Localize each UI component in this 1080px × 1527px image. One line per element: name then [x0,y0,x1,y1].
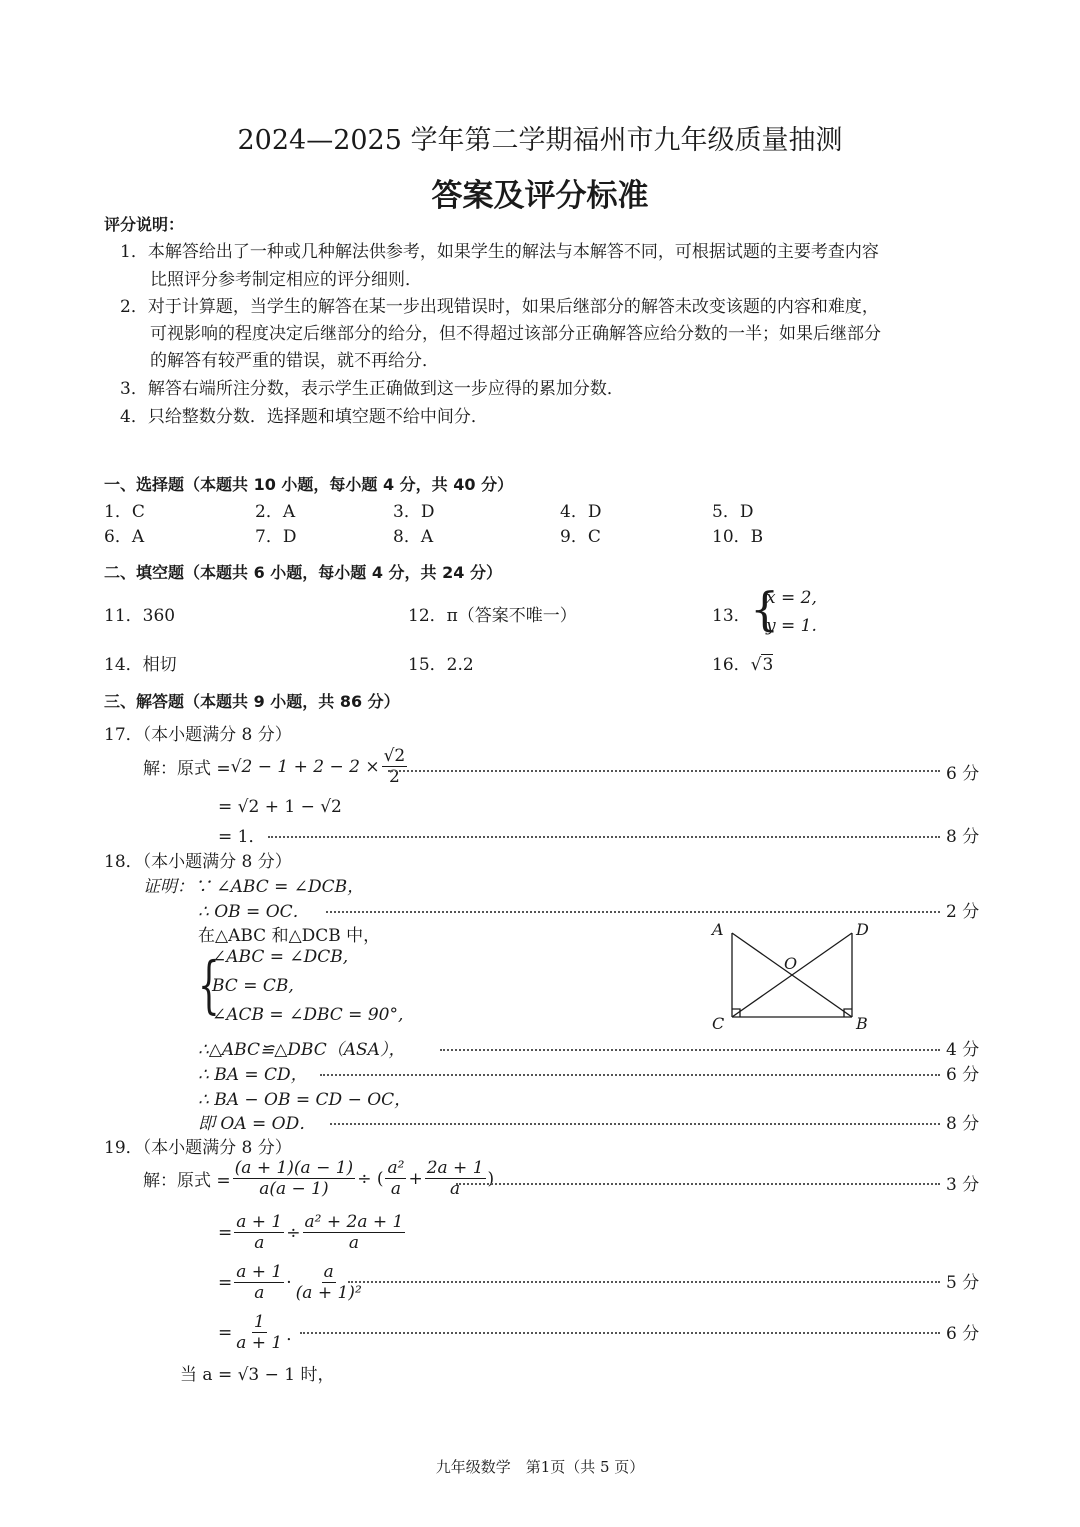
fraction-numerator: 2a + 1 [426,1158,484,1178]
q19-step2 [218,1212,407,1253]
q18-sys3: ∠ACB = ∠DBC = 90°, [212,1005,404,1025]
q18-score-2: 2 分 [946,902,980,922]
q18-step6: ∴ BA − OB = CD − OC， [198,1090,412,1110]
note-number: 4． [120,407,148,427]
q19-score-3: 3 分 [946,1175,980,1195]
fraction-numerator: a [323,1262,334,1282]
answer-15: 15．2.2 [408,655,474,675]
q17-score-8: 8 分 [946,827,980,847]
answer-4: 4．D [560,502,602,522]
note-text: 解答右端所注分数，表示学生正确做到这一步应得的累加分数． [147,379,624,399]
q17-score-6: 6 分 [946,764,980,784]
q18-score-8: 8 分 [946,1114,980,1134]
q19-fraction-6 [234,1262,284,1303]
q19-step4 [218,1312,303,1353]
brace-icon: { [198,948,220,1021]
q19-fraction-4 [234,1212,284,1253]
note-1 [120,238,879,266]
multiply-dot: · [286,1272,292,1293]
note-text: 只给整数分数．选择题和填空题不给中间分． [147,407,488,427]
point-c-label: C [712,1014,725,1033]
plus-sign: + [408,1168,423,1189]
fraction-denominator: a(a − 1) [259,1179,329,1199]
answer-16-value: 3 [762,655,774,675]
answer-1: 1．C [104,502,145,522]
dotted-leader [348,1281,940,1283]
geometry-figure [700,915,890,1040]
dotted-leader [326,911,940,913]
answer-10: 10．B [712,527,764,547]
fraction-denominator: a [450,1179,461,1199]
answer-key-subtitle: 答案及评分标准 [431,178,649,214]
note-3 [120,375,624,403]
dotted-leader [388,770,940,772]
answer-14: 14．相切 [104,655,177,675]
q17-fraction [382,746,408,787]
q19-fraction-5 [303,1212,406,1253]
note-text: 本解答给出了一种或几种解法供参考，如果学生的解法与本解答不同，可根据试题的主要考查内容 [147,242,879,262]
fraction-denominator: a [254,1233,265,1253]
q19-score-6: 6 分 [946,1324,980,1344]
dotted-leader [268,836,940,838]
q18-score-6: 6 分 [946,1065,980,1085]
answer-8: 8．A [393,527,434,547]
point-d-label: D [856,920,869,939]
dotted-leader [300,1332,940,1334]
section2-heading: 二、填空题（本题共 6 小题，每小题 4 分，共 24 分） [104,563,502,582]
q18-step2: ∴ OB = OC． [198,902,310,922]
fraction-denominator: 2 [388,767,400,787]
exam-title: 2024—2025 学年第二学期福州市九年级质量抽测 [237,125,843,156]
divide-sign: ÷ ( [357,1168,384,1189]
q17-step2: = √2 + 1 − √2 [218,797,342,817]
q18-score-4: 4 分 [946,1040,980,1060]
answer-3: 3．D [393,502,435,522]
q19-fraction-1 [233,1158,356,1199]
answer-9: 9．C [560,527,601,547]
fraction-numerator: a² [387,1158,405,1178]
point-o-label: O [784,954,798,973]
note-2-line2: 可视影响的程度决定后继部分的给分，但不得超过该部分正确解答应给分数的一半；如果后继部分 [150,324,881,344]
q18-step5: ∴ BA = CD， [198,1065,308,1085]
equals-sign: = [218,1272,233,1293]
q19-fraction-8 [234,1312,284,1353]
fraction-numerator: a + 1 [236,1212,283,1232]
q19-when: 当 a = √3 − 1 时， [180,1365,335,1385]
dotted-leader [330,1123,940,1125]
q18-step4: ∴△ABC≌△DBC（ASA）， [198,1040,406,1060]
note-2-line3: 的解答有较严重的错误，就不再给分． [150,351,439,371]
q18-sys1: ∠ABC = ∠DCB, [212,947,349,967]
q18-step3: 在△ABC 和△DCB 中， [198,926,381,946]
dotted-leader [320,1074,940,1076]
answer-13-line2: y = 1. [766,616,817,636]
fraction-denominator: a + 1 [236,1333,283,1353]
fraction-denominator: a [254,1283,265,1303]
q19-prefix: 解：原式 = [143,1171,231,1191]
sqrt-icon: √ [230,756,242,777]
fraction-denominator: (a + 1)² [295,1283,362,1303]
period: ． [286,1325,304,1345]
answer-16-label: 16． [712,655,751,675]
fraction-denominator: a [390,1179,402,1199]
q19-label: 19．（本小题满分 8 分） [104,1138,292,1158]
fraction-numerator: (a + 1)(a − 1) [234,1158,354,1178]
q19-step1 [143,1158,494,1199]
notes-heading: 评分说明： [104,215,185,234]
note-2 [120,293,879,321]
answer-16 [712,650,773,675]
q19-fraction-3 [425,1158,486,1199]
point-b-label: B [856,1014,868,1033]
q18-step1: 证明：∵ ∠ABC = ∠DCB， [143,877,365,897]
dotted-leader [440,1049,940,1051]
note-number: 2． [120,297,148,317]
q17-label: 17．（本小题满分 8 分） [104,725,292,745]
answer-5: 5．D [712,502,754,522]
brace-icon: { [750,582,780,636]
note-1-line2: 比照评分参考制定相应的评分细则． [150,270,422,290]
answer-2: 2．A [255,502,296,522]
note-text: 对于计算题，当学生的解答在某一步出现错误时，如果后继部分的解答未改变该题的内容和难度， [147,297,879,317]
q17-expr: 2 − 1 + 2 − 2 × [241,756,380,777]
fraction-numerator: 1 [253,1312,265,1332]
page-footer: 九年级数学 第1页（共 5 页） [435,1458,645,1476]
fraction-numerator: √2 [383,746,406,766]
q19-score-5: 5 分 [946,1273,980,1293]
answer-12: 12．π（答案不唯一） [408,606,577,626]
q17-step3: = 1． [218,827,266,847]
q18-label: 18．（本小题满分 8 分） [104,852,292,872]
answer-7: 7．D [255,527,297,547]
answer-13-label: 13． [712,606,751,626]
equals-sign: = [218,1322,233,1343]
answer-11: 11．360 [104,606,176,626]
fraction-denominator: a [348,1233,359,1253]
sqrt-icon: √ [750,655,762,675]
note-number: 1． [120,242,148,262]
point-a-label: A [712,920,724,939]
q18-sys2: BC = CB, [212,976,294,996]
answer-13-line1: x = 2, [766,588,817,608]
note-number: 3． [120,379,148,399]
note-4 [120,403,488,431]
equals-sign: = [218,1222,233,1243]
q17-step1 [143,746,409,787]
q19-step3 [218,1262,366,1303]
divide-sign: ÷ [286,1222,301,1243]
answer-6: 6．A [104,527,145,547]
close-paren: ) [487,1168,495,1189]
section1-heading: 一、选择题（本题共 10 小题，每小题 4 分，共 40 分） [104,475,514,494]
dotted-leader [456,1183,940,1185]
q19-fraction-2 [385,1158,406,1199]
q18-step7: 即 OA = OD． [198,1114,317,1134]
fraction-numerator: a² + 2a + 1 [304,1212,404,1232]
q17-prefix: 解：原式 = [143,759,231,779]
section3-heading: 三、解答题（本题共 9 小题，共 86 分） [104,692,400,711]
fraction-numerator: a + 1 [236,1262,283,1282]
